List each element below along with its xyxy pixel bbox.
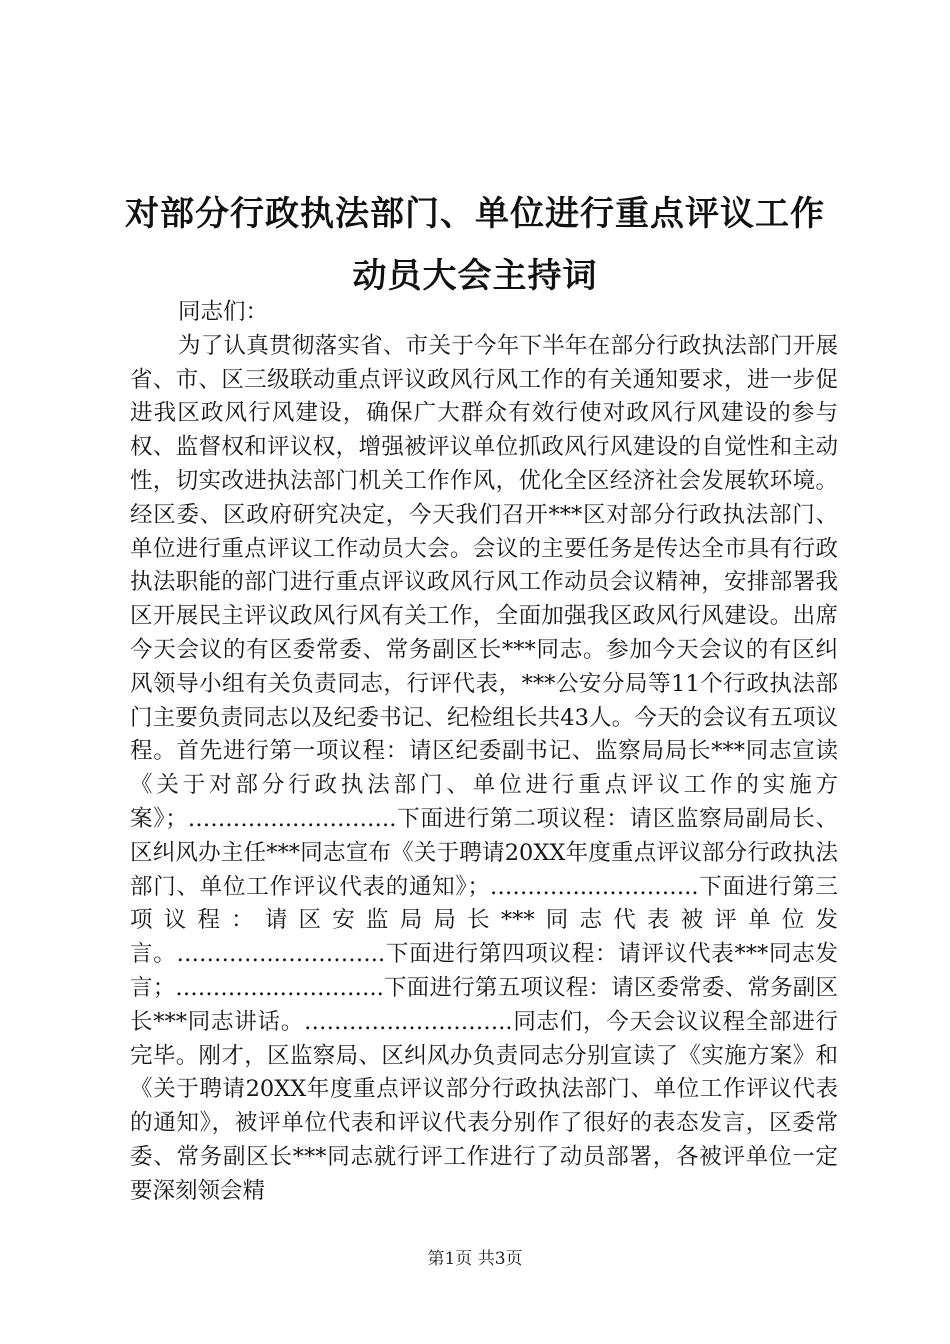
document-title-line-2: 动员大会主持词: [352, 256, 598, 296]
document-title-line-1: 对部分行政执法部门、单位进行重点评议工作: [125, 194, 825, 234]
document-body: [130, 296, 838, 1209]
salutation: 同志们：: [178, 299, 269, 325]
body-paragraph: 为了认真贯彻落实省、市关于今年下半年在部分行政执法部门开展省、市、区三级联动重点评议政风行风工作的有关通知要求，进一步促进我区政风行风建设，确保广大群众有效行使对政风行风建设的参与权、监督权和评议权，增强被评议单位抓政风行风建设的自觉性和主动性，切实改进执法部门机关工作作风，优化全区经济社会发展软环境。经区委、区政府研究决定，今天我们召开***区对部分行政执法部门、单位进行重点评议工作动员大会。会议的主要任务是传达全市具有行政执法职能的部门进行重点评议政风行风工作动员会议精神，安排部署我区开展民主评议政风行风有关工作，全面加强我区政风行风建设。出席今天会议的有区委常委、常务副区长***同志。参加今天会议的有区纠风领导小组有关负责同志，行评代表，***公安分局等11个行政执法部门主要负责同志以及纪委书记、纪检组长共43人。今天的会议有五项议程。首先进行第一项议程：请区纪委副书记、监察局局长***同志宣读《关于对部分行政执法部门、单位进行重点评议工作的实施方案》；…………..…………..下面进行第二项议程：请区监察局副局长、区纠风办主任***同志宣布《关于聘请20XX年度重点评议部分行政执法部门、单位工作评议代表的通知》；…………..…………..下面进行第三项议程：请区安监局局长***同志代表被评单位发言。…………..…………..下面进行第四项议程：请评议代表***同志发言；…………..…………..下面进行第五项议程：请区委常委、常务副区长***同志讲话。…………..…………..同志们，今天会议议程全部进行完毕。刚才，区监察局、区纠风办负责同志分别宣读了《实施方案》和《关于聘请20XX年度重点评议部分行政执法部门、单位工作评议代表的通知》，被评单位代表和评议代表分别作了很好的表态发言，区委常委、常务副区长***同志就行评工作进行了动员部署，各被评单位一定要深刻领会精: [130, 332, 839, 1204]
page-footer: 第1页 共3页: [427, 1249, 523, 1269]
